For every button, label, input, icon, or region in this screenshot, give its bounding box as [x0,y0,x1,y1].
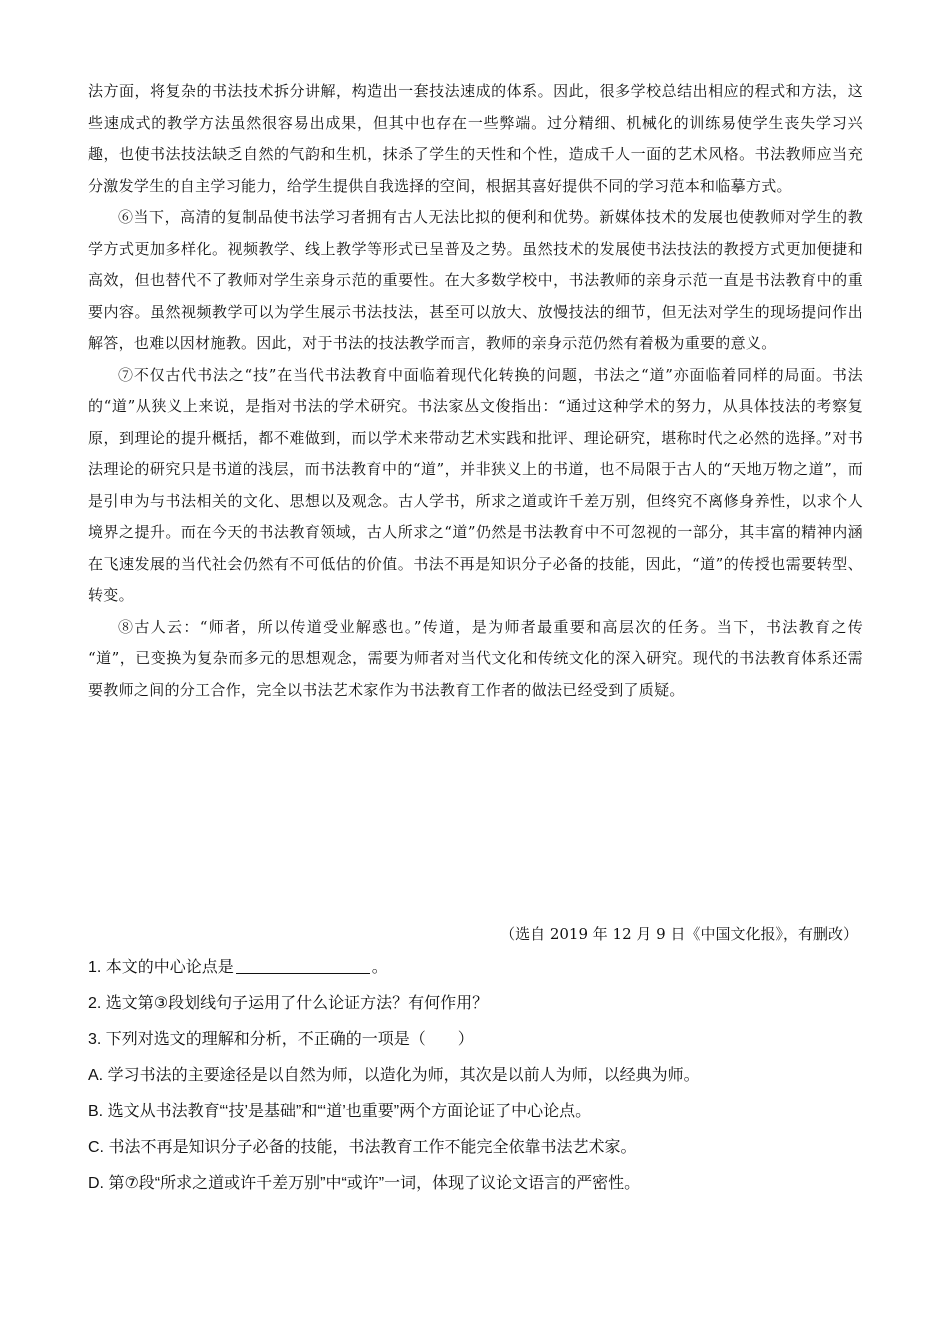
option-b: B. 选文从书法教育“‘技’是基础”和“‘道’也重要”两个方面论证了中心论点。 [88,1103,592,1120]
question-3: 3. 下列对选文的理解和分析，不正确的一项是（ ） [88,1031,474,1048]
question-1-suffix: 。 [371,959,388,976]
option-d: D. 第⑦段“所求之道或许千差万别”中“或许”一词，体现了议论文语言的严密性。 [88,1175,641,1192]
paragraph-8: ⑧古人云：“师者，所以传道受业解惑也。”传道，是为师者最重要和高层次的任务。当下，书法教育之传 “道”，已变换为复杂而多元的思想观念，需要为师者对当代文化和传统文化的深入研究。现代的书法教育体系还需要教师之间的分工合作，完全以书法艺术家作为书法教育工作者的做法已经受到了质疑。 [88,617,863,699]
paragraph-7: ⑦不仅古代书法之“技”在当代书法教育中面临着现代化转换的问题，书法之“道”亦面临着同样的局面。书法的“道”从狭义上来说，是指对书法的学术研究。书法家丛文俊指出：“通过这种学术的努力，从具体技法的考察复原，到理论的提升概括，都不难做到，而以学术来带动艺术实践和批评、理论研究，堪称时代之必然的选择。”对书法理论的研究只是书道的浅层，而书法教育中的“道”，并非狭义上的书道，也不局限于古人的“天地万物之道”，而是引申为与书法相关的文化、思想以及观念。古人学书，所求之道或许千差万别，但终究不离修身养性，以求个人境界之提升。而在今天的书法教育领域，古人所求之“道”仍然是书法教育中不可忽视的一部分，其丰富的精神内涵在飞速发展的当代社会仍然有不可低估的价值。书法不再是知识分子必备的技能，因此，“道”的传授也需要转型、转变。 [88,365,863,604]
option-c: C. 书法不再是知识分子必备的技能，书法教育工作不能完全依靠书法艺术家。 [88,1139,637,1156]
question-1-text: 1. 本文的中心论点是 [88,959,234,976]
question-1 [88,950,868,986]
question-list [88,950,868,1202]
option-a: A. 学习书法的主要途径是以自然为师，以造化为师，其次是以前人为师，以经典为师。 [88,1067,700,1084]
reading-passage [88,76,863,706]
answer-blank[interactable] [236,955,370,974]
paragraph-6: ⑥当下，高清的复制品使书法学习者拥有古人无法比拟的便利和优势。新媒体技术的发展也使教师对学生的教学方式更加多样化。视频教学、线上教学等形式已呈普及之势。虽然技术的发展使书法技法的教授方式更加便捷和高效，但也替代不了教师对学生亲身示范的重要性。在大多数学校中，书法教师的亲身示范一直是书法教育中的重要内容。虽然视频教学可以为学生展示书法技法，甚至可以放大、放慢技法的细节，但无法对学生的现场提问作出解答，也难以因材施教。因此，对于书法的技法教学而言，教师的亲身示范仍然有着极为重要的意义。 [88,208,863,352]
paragraph-continued: 法方面，将复杂的书法技术拆分讲解，构造出一套技法速成的体系。因此，很多学校总结出相应的程式和方法，这些速成式的教学方法虽然很容易出成果，但其中也存在一些弊端。过分精细、机械化的训练易使学生丧失学习兴趣，也使书法技法缺乏自然的气韵和生机，抹杀了学生的天性和个性，造成千人一面的艺术风格。书法教师应当充分激发学生的自主学习能力，给学生提供自我选择的空间，根据其喜好提供不同的学习范本和临摹方式。 [88,82,863,195]
question-2: 2. 选文第③段划线句子运用了什么论证方法？有何作用？ [88,995,489,1012]
source-citation: （选自 2019 年 12 月 9 日《中国文化报》，有删改） [500,925,858,943]
